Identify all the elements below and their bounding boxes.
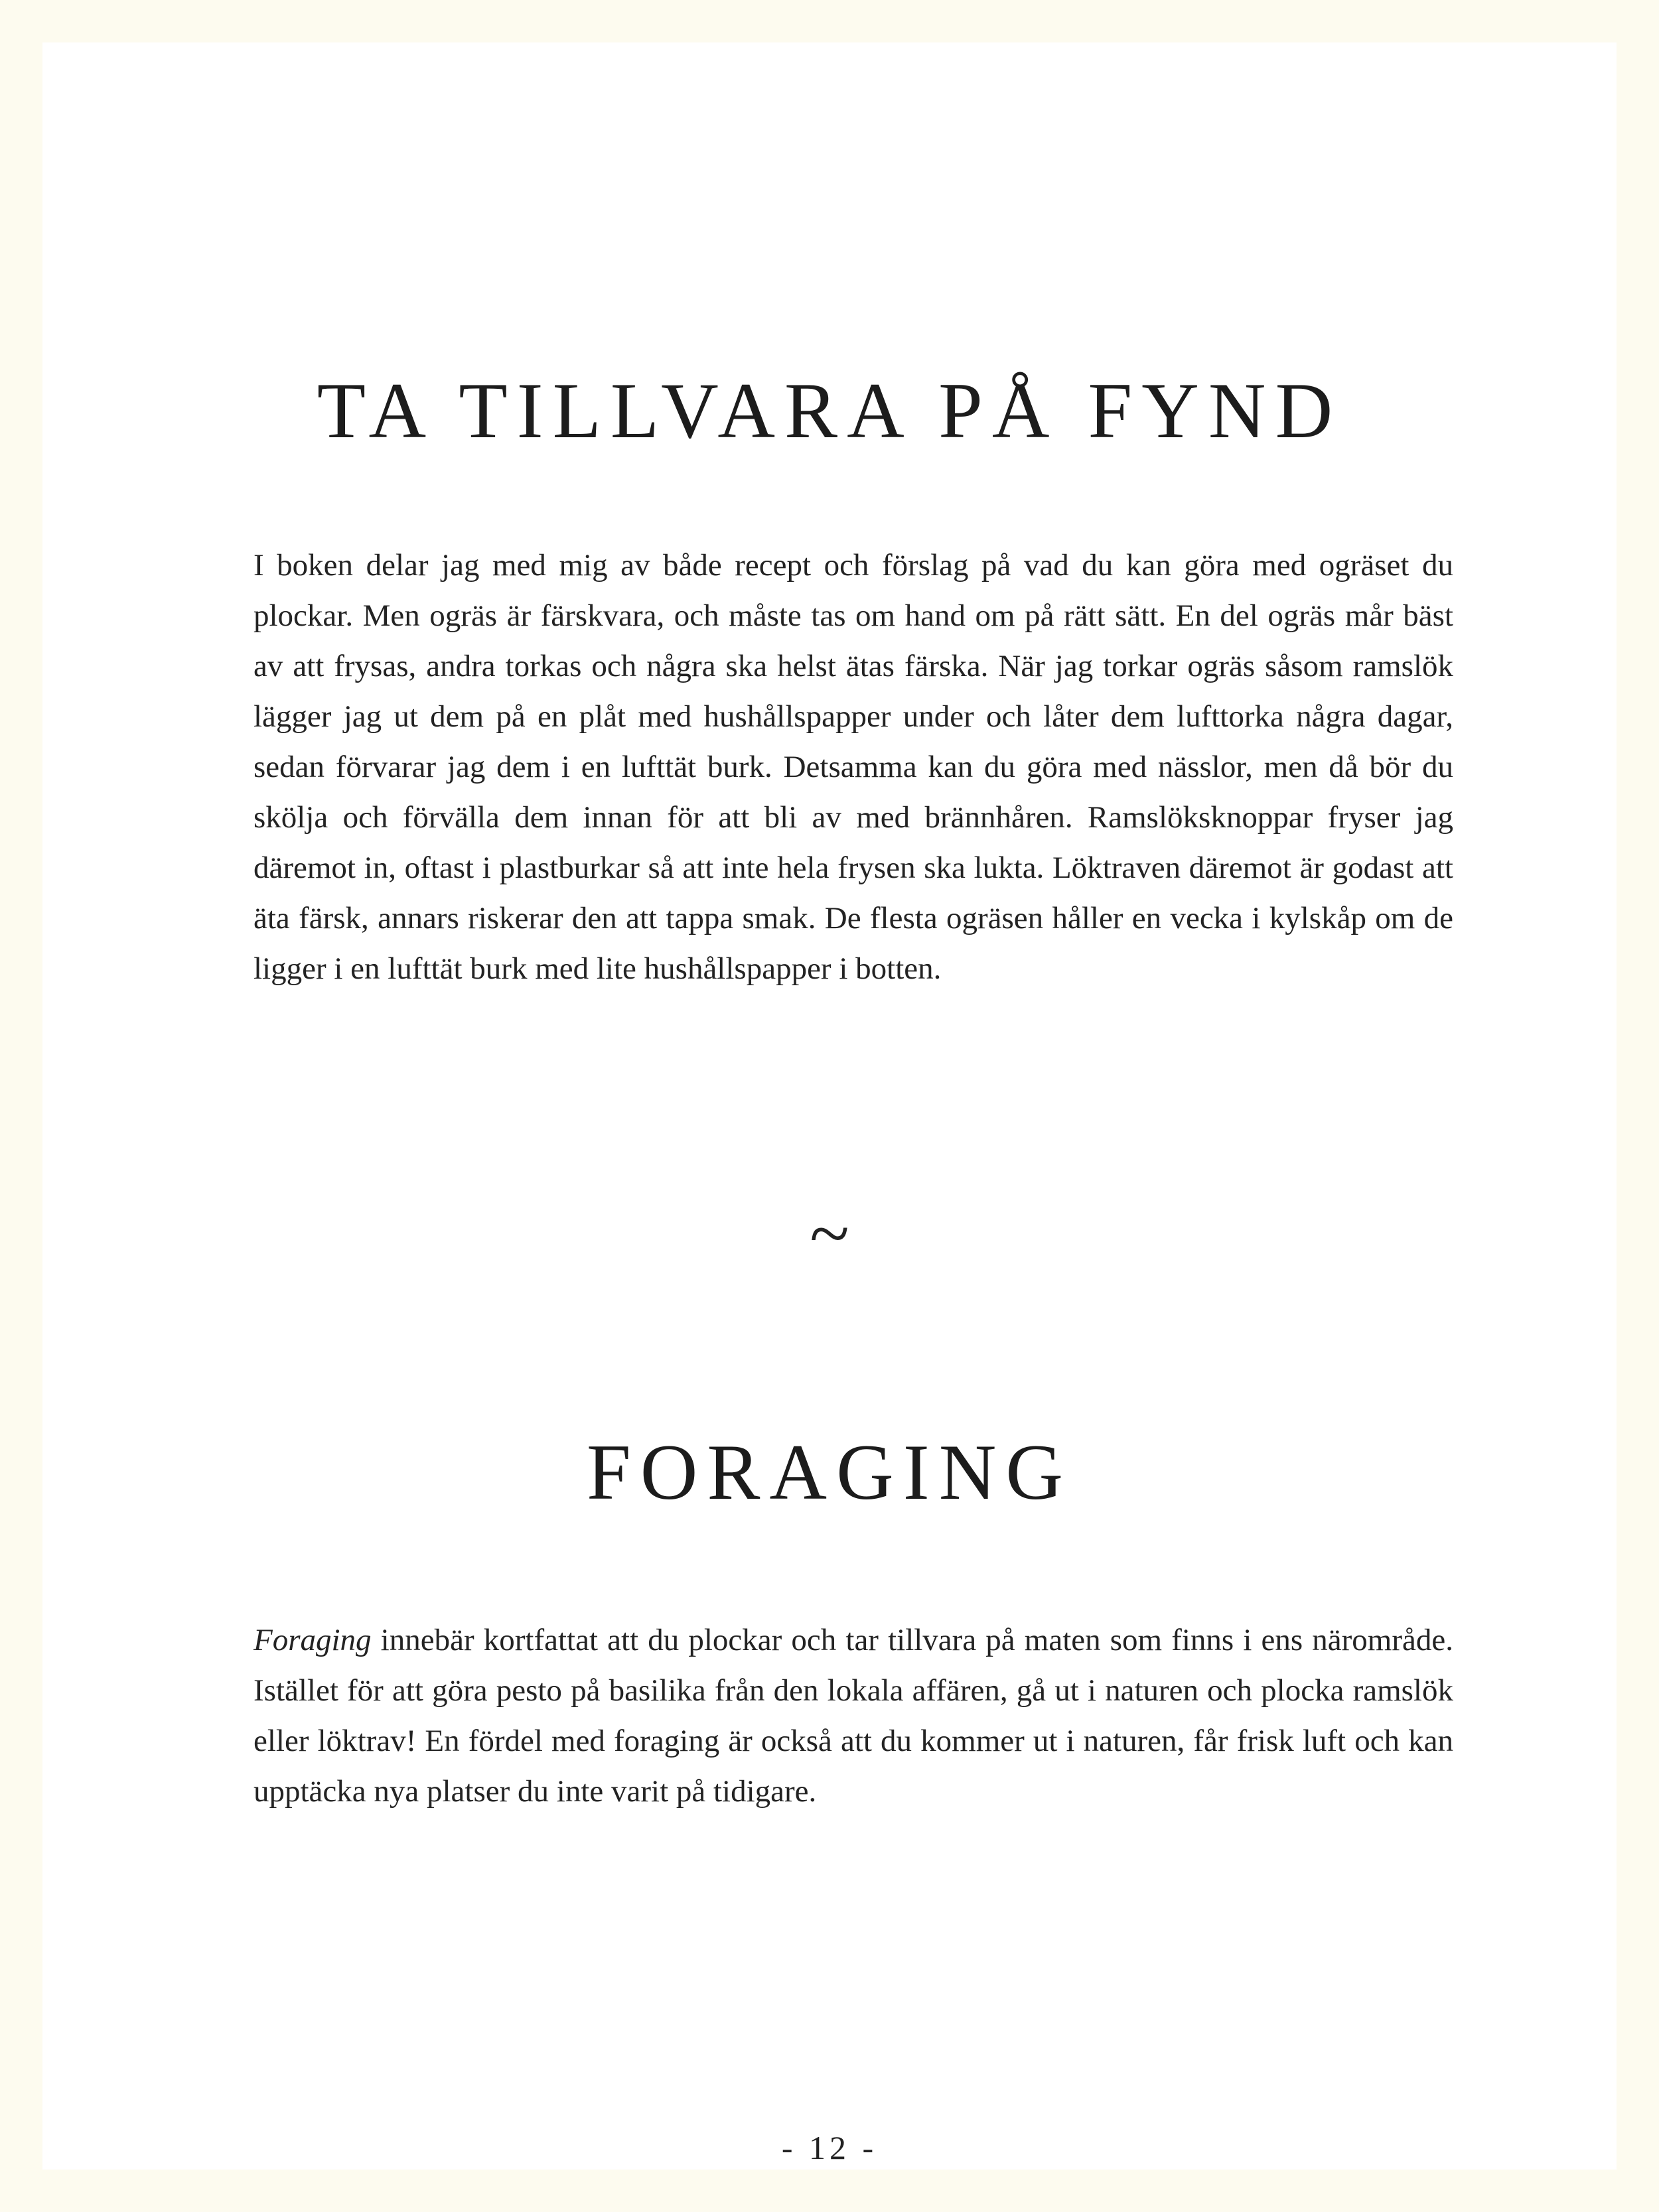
section-title-fynd: TA TILLVARA PÅ FYND	[317, 366, 1342, 454]
section-paragraph-fynd: I boken delar jag med mig av både recept och förslag på vad du kan göra med ogräset du plockar. Men ogräs är färskvara, och måste tas om hand om på rätt sätt. En del ogräs mår bäst av att frysas, andra torkas och några ska helst ätas färska. När jag torkar ogräs såsom ramslök lägger jag ut dem på en plåt med hushållspapper under och låter dem lufttorka några dagar, sedan förvarar jag dem i en lufttät burk. Detsamma kan du göra med nässlor, men då bör du skölja och förvälla dem innan för att bli av med brännhåren. Ramslöksknoppar fryser jag däremot in, oftast i plastburkar så att inte hela frysen ska lukta. Löktraven däremot är godast att äta färsk, annars riskerar den att tappa smak. De flesta ogräsen håller en vecka i kylskåp om de ligger i en lufttät burk med lite hushållspapper i botten.	[253, 548, 1453, 986]
foraging-emphasis: Foraging	[253, 1623, 372, 1657]
page-number: - 12 -	[781, 2129, 878, 2166]
book-page	[42, 42, 1617, 2170]
section-paragraph-foraging	[253, 1615, 1453, 1817]
foraging-paragraph-text: innebär kortfattat att du plockar och tar tillvara på maten som finns i ens närområde. Istället för att göra pesto på basilika från den lokala affären, gå ut i naturen och plocka ramslök eller löktrav! En fördel med foraging är också att du kommer ut i naturen, får frisk luft och kan upptäcka nya platser du inte varit på tidigare.	[253, 1623, 1453, 1809]
tilde-divider: ~	[810, 1193, 849, 1274]
section-title-foraging: FORAGING	[586, 1428, 1073, 1516]
